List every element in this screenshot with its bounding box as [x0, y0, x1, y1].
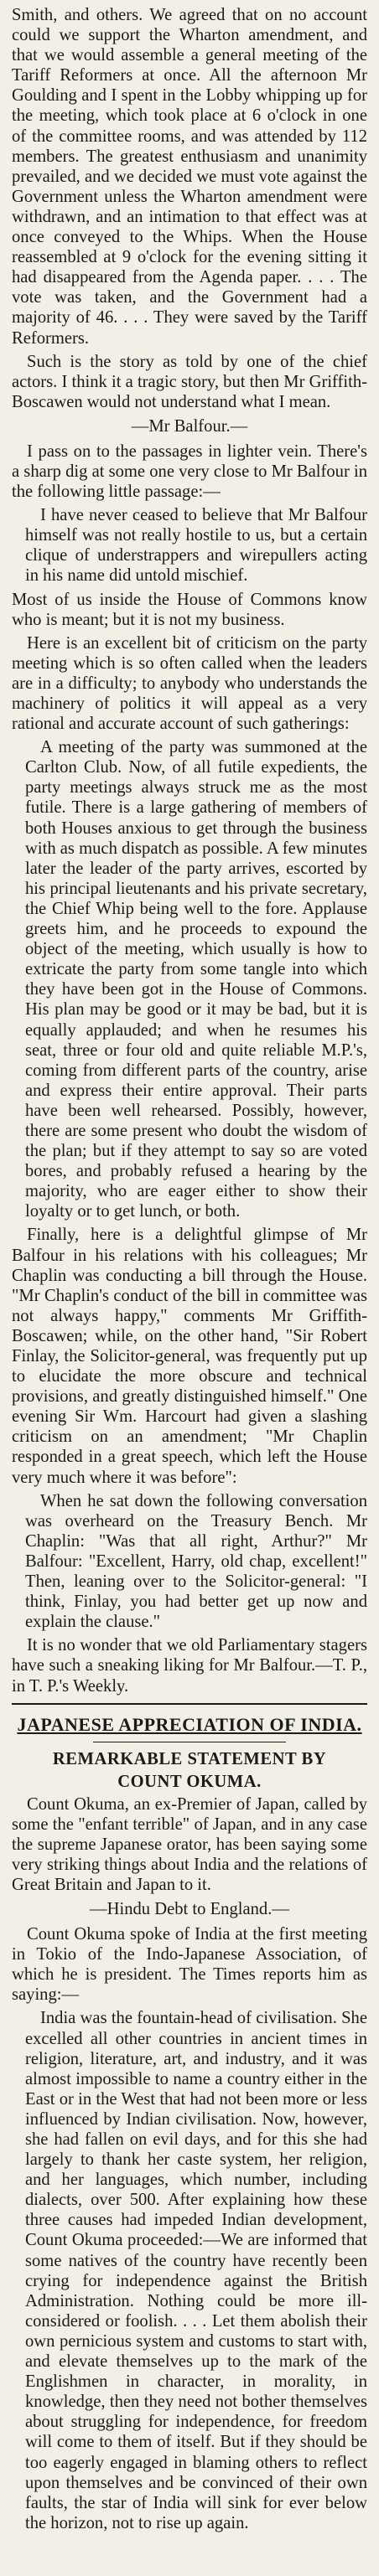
article-paragraph: Such is the story as told by one of the chief actors. I think it a tragic story, but then Mr Griffith-Boscawen would not understand what I mean.: [12, 352, 367, 411]
quoted-paragraph: A meeting of the party was summoned at the Carlton Club. Now, of all futile expedients, the party meetings always struck me as the most futile. There is a large gathering of members of both Houses anxious to get through the business with as much dispatch as possible. A few minutes later the leader of the party arrives, escorted by his principal lieutenants and his private secretary, the Chief Whip being well to the fore. Applause greets him, and he proceeds to expound the object of the meeting, which usually is how to extricate the party from some tangle into which they have been got in the House of Commons. His plan may be good or it may be bad, but it is equally applauded; and when he resumes his seat, three or four old and quite reliable M.P.'s, coming from different parts of the country, arise and express their entire approval. Their parts have been well rehearsed. Possibly, however, there are some present who doubt the wisdom of the plan; but if they attempt to say so are voted bores, and probably refused a hearing by the majority, who are eager either to show their loyalty or to get lunch, or both.: [25, 738, 367, 1221]
article-paragraph: It is no wonder that we old Parliamentary stagers have such a sneaking liking for Mr Balfour.—T. P., in T. P.'s Weekly.: [12, 1636, 367, 1696]
quotation: [12, 737, 367, 1221]
quoted-paragraph: India was the fountain-head of civilisation. She excelled all other countries in ancient times in religion, literature, art, and industry, and it was almost impossible to name a country either in the East or in the West that had not been more or less influenced by Indian civilisation. Now, however, she had fallen on evil days, and for this she had largely to thank her caste system, her religion, and her languages, which number, including dialects, over 500. After explaining how these three causes had impeded Indian development, Count Okuma proceeded:—We are informed that some natives of the country have recently been crying for independence against the British Administration. Nothing could be more ill-considered or foolish. . . . Let them abolish their own pernicious system and customs to start with, and elevate themselves up to the mark of the Englishmen in character, in morality, in knowledge, then they need not bother themselves about struggling for independence, for freedom will come to them of itself. But if they should be too eagerly engaged in blaming others to reflect upon themselves and be convinced of their own faults, the star of India will sink for ever below the horizon, not to rise up again.: [25, 2009, 367, 2532]
article-griffith-boscawen-memoirs: [12, 5, 367, 1696]
quotation: [12, 505, 367, 586]
article-paragraph: Here is an excellent bit of criticism on the party meeting which is so often called when the leaders are in a difficulty; to anybody who understands the machinery of politics it will appeal as a very rational and accurate account of such gatherings:: [12, 633, 367, 734]
article-paragraph: Count Okuma spoke of India at the first meeting in Tokio of the Indo-Japanese Association, of which he is president. The Times reports him as saying:—: [12, 1925, 367, 2005]
quotation: [12, 2008, 367, 2532]
article-japanese-appreciation-of-india: [12, 1713, 367, 2533]
article-headline: JAPANESE APPRECIATION OF INDIA.: [17, 1713, 362, 1735]
article-paragraph: I pass on to the passages in lighter vein. There's a sharp dig at some one very close to Mr Balfour in the following little passage:—: [12, 441, 367, 502]
article-divider: [12, 1703, 367, 1705]
section-subhead: —Hindu Debt to England.—: [90, 1900, 289, 1919]
article-paragraph: Most of us inside the House of Commons know who is meant; but it is not my business.: [12, 590, 367, 629]
article-subheadline: COUNT OKUMA.: [117, 1772, 262, 1791]
quoted-paragraph: When he sat down the following conversation was overheard on the Treasury Bench. Mr Chaplin: "Was that all right, Arthur?" Mr Balfour: "Excellent, Harry, old chap, excellent!" Then, leaning over to the Solicitor-general: "I think, Finlay, you had better get up now and explain the clause.": [25, 1491, 367, 1632]
article-paragraph: Count Okuma, an ex-Premier of Japan, called by some the "enfant terrible" of Japan, and in any case the supreme Japanese orator, has been saying some very striking things about India and the relations of Great Britain and Japan to it.: [12, 1794, 367, 1894]
article-paragraph: Finally, here is a delightful glimpse of Mr Balfour in his relations with his colleagues; Mr Chaplin was conducting a bill through the House. "Mr Chaplin's conduct of the bill in committee was not always happy," comments Mr Griffith-Boscawen; while, on the other hand, "Sir Robert Finlay, the Solicitor-general, was frequently put up to elucidate the more obscure and technical provisions, and greatly distinguished himself." One evening Sir Wm. Harcourt had given a slashing criticism on an amendment; "Mr Chaplin responded in a great speech, which left the House very much where it was before":: [12, 1226, 367, 1487]
quoted-paragraph: I have never ceased to believe that Mr Balfour himself was not really hostile to us, but a certain clique of understrappers and wirepullers acting in his name did untold mischief.: [25, 506, 367, 586]
article-paragraph: Smith, and others. We agreed that on no account could we support the Wharton amendment, and that we would assemble a general meeting of the Tariff Reformers at once. All the afternoon Mr Goulding and I spent in the Lobby whipping up for the meeting, which took place at 6 o'clock in one of the committee rooms, and was attended by 112 members. The greatest enthusiasm and unanimity prevailed, and we decided we must vote against the Government unless the Wharton amendment were withdrawn, and an intimation to that effect was at once conveyed to the Whips. When the House reassembled at 9 o'clock for the evening sitting it had disappeared from the Agenda paper. . . . The vote was taken, and the Government had a majority of 46. . . . They were saved by the Tariff Reformers.: [12, 6, 367, 348]
quotation: [12, 1491, 367, 1633]
section-subhead: —Mr Balfour.—: [131, 416, 248, 436]
article-subheadline: REMARKABLE STATEMENT BY: [52, 1749, 327, 1768]
